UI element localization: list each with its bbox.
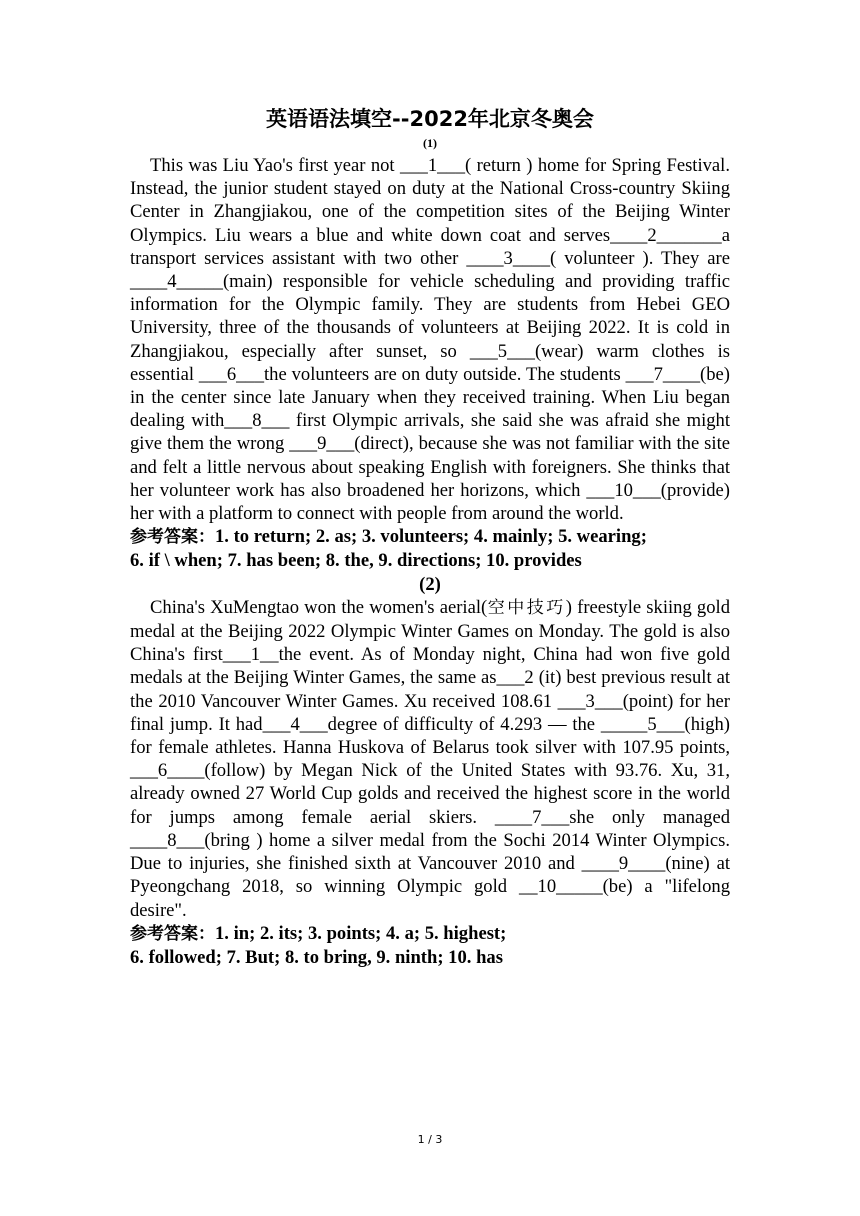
passage-text: China's XuMengtao won the women's aerial(: [150, 596, 488, 618]
answer-line: 1. to return; 2. as; 3. volunteers; 4. mainly; 5. wearing;: [215, 526, 647, 548]
passage-1: This was Liu Yao's first year not ___1___( return ) home for Spring Festival. Instead, the junior student stayed on duty at the National Cross-country Skiing Center in Zhangjiakou, one of the competition sites of the Beijing Winter Olympics. Liu wears a blue and white down coat and serves____2_______a transport services assistant with two other ____3____( volunteer ). They are ____4_____(main) responsible for vehicle scheduling and providing traffic information for the Olympic family. They are students from Hebei GEO University, three of the thousands of volunteers at Beijing 2022. It is cold in Zhangjiakou, especially after sunset, so ___5___(wear) warm clothes is essential ___6___the volunteers are on duty outside. The students ___7____(be) in the center since late January when they received training. When Liu began dealing with___8___ first Olympic arrivals, she said she was afraid she might give them the wrong ___9___(direct), because she was not familiar with the site and felt a little nervous about speaking English with foreigners. She thinks that her volunteer work has also broadened her horizons, which ___10___(provide) her with a platform to connect with people from around the world.: [130, 155, 730, 525]
document-content: [130, 104, 730, 969]
page-title: 英语语法填空--2022年北京冬奥会: [266, 107, 594, 131]
answer-key-1-cont: 6. if \ when; 7. has been; 8. the, 9. directions; 10. provides: [130, 550, 582, 572]
section-number-1: (1): [423, 136, 437, 150]
answer-line: 1. in; 2. its; 3. points; 4. a; 5. highest;: [215, 922, 507, 944]
answer-label: 参考答案：: [130, 527, 215, 548]
passage-2: [130, 596, 730, 922]
passage-cjk-gloss: 空中技巧: [487, 597, 566, 618]
section-number-2: (2): [419, 573, 441, 595]
answer-label: 参考答案：: [130, 923, 215, 944]
page-number: 1 / 3: [417, 1133, 443, 1146]
answer-key-2-cont: 6. followed; 7. But; 8. to bring, 9. ninth; 10. has: [130, 946, 503, 968]
passage-text: ) freestyle skiing gold medal at the Beijing 2022 Olympic Winter Games on Monday. The gold is also China's first___1__the event. As of Monday night, China had won five gold medals at the Beijing Winter Games, the same as___2 (it) best previous result at the 2010 Vancouver Winter Games. Xu received 108.61 ___3___(point) for her final jump. It had___4___degree of difficulty of 4.293 — the _____5___(high) for female athletes. Hanna Huskova of Belarus took silver with 107.95 points, ___6____(follow) by Megan Nick of the United States with 93.76. Xu, 31, already owned 27 World Cup golds and received the highest score in the world for jumps among female aerial skiers. ____7___she only managed ____8___(bring ) home a silver medal from the Sochi 2014 Winter Olympics. Due to injuries, she finished sixth at Vancouver 2010 and ____9____(nine) at Pyeongchang 2018, so winning Olympic gold __10_____(be) a "lifelong desire".: [130, 596, 730, 921]
answer-key-1: [130, 525, 730, 549]
answer-key-2: [130, 922, 730, 946]
